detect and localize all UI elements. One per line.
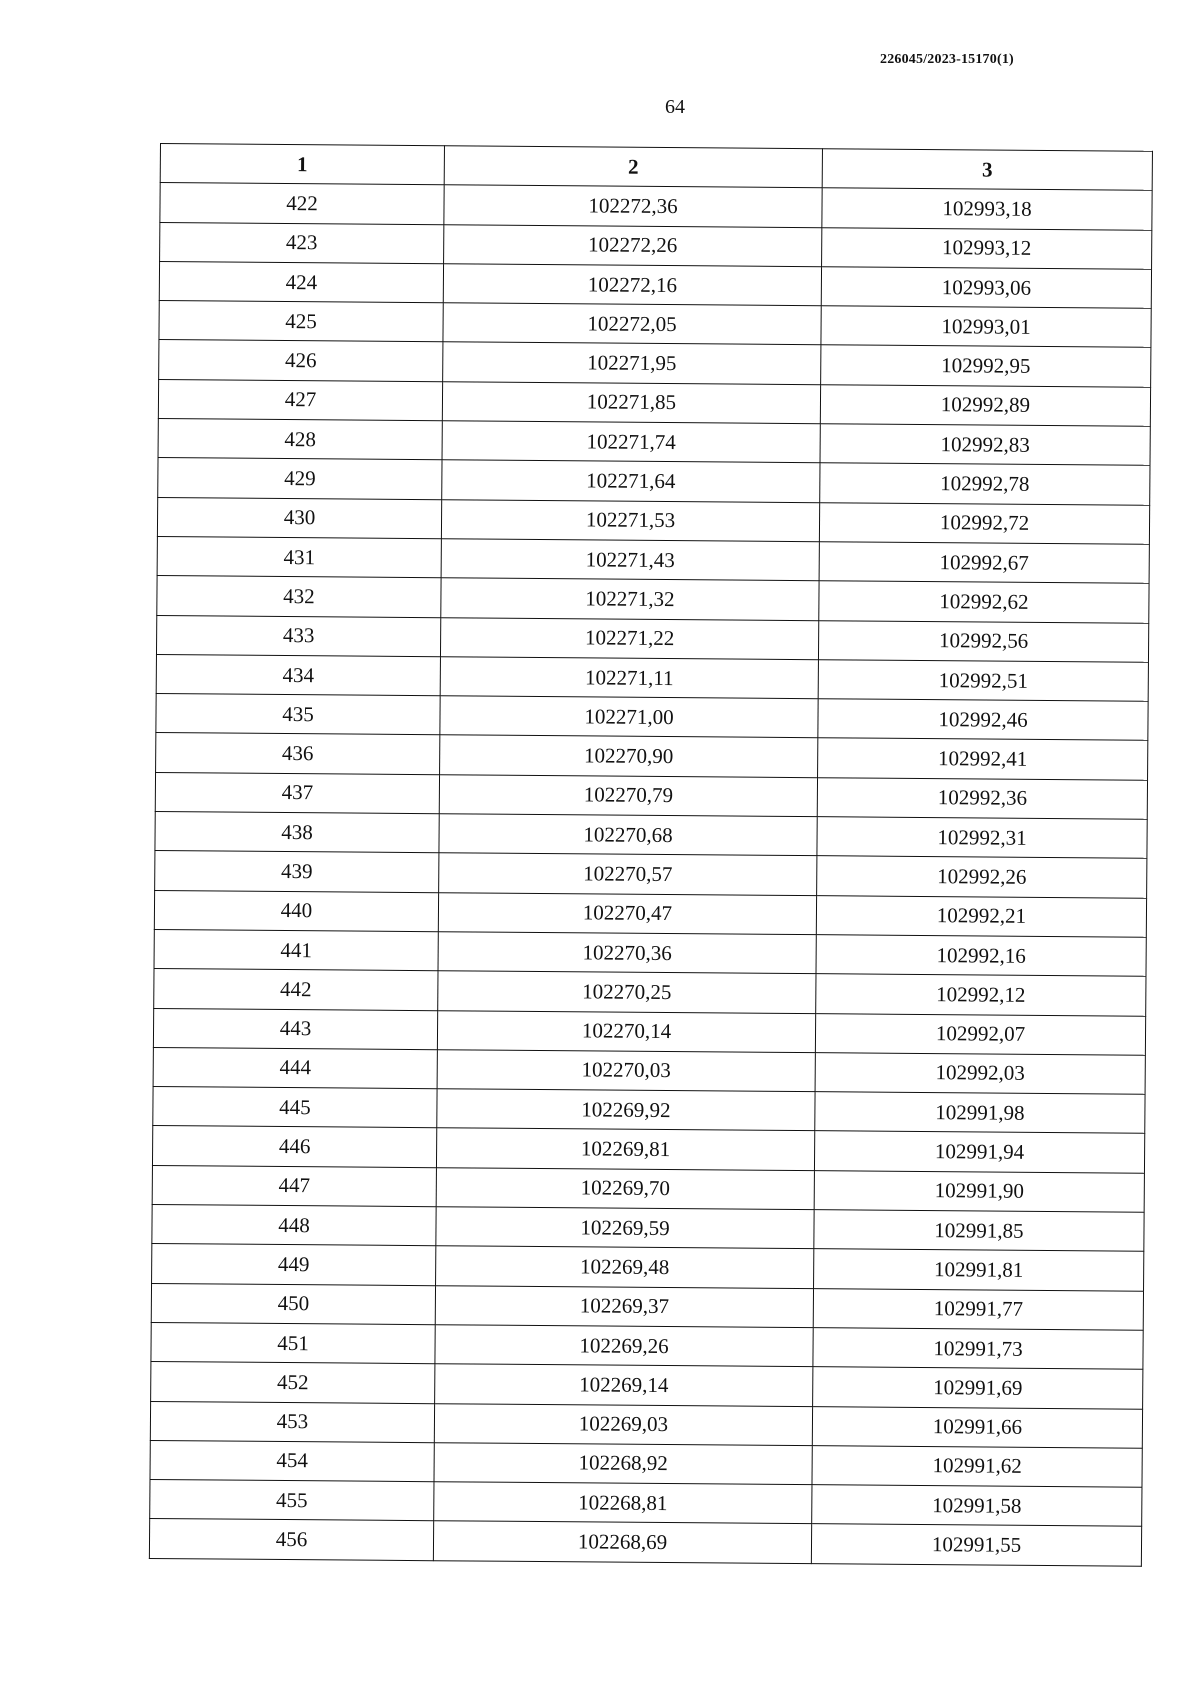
- table-row: [149, 1519, 1141, 1566]
- coordinate-y-cell: 102993,01: [821, 306, 1151, 348]
- point-number-cell: 449: [152, 1244, 436, 1286]
- column-header: 1: [160, 144, 444, 186]
- point-number-cell: 441: [154, 929, 438, 971]
- coordinate-y-cell: 102992,21: [816, 895, 1146, 937]
- point-number-cell: 450: [151, 1283, 435, 1325]
- point-number-cell: 424: [159, 261, 443, 303]
- point-number-cell: 448: [152, 1204, 436, 1246]
- coordinate-x-cell: 102271,00: [440, 696, 818, 738]
- coordinate-y-cell: 102992,78: [820, 463, 1150, 505]
- coordinate-x-cell: 102271,53: [441, 499, 819, 541]
- coordinate-x-cell: 102269,03: [434, 1403, 812, 1445]
- coordinate-y-cell: 102992,95: [821, 345, 1151, 387]
- point-number-cell: 440: [154, 890, 438, 932]
- coordinate-y-cell: 102992,46: [818, 699, 1148, 741]
- coordinate-x-cell: 102269,26: [435, 1325, 813, 1367]
- coordinate-y-cell: 102992,62: [819, 581, 1149, 623]
- coordinates-table-container: [149, 143, 1152, 1566]
- coordinate-x-cell: 102270,03: [437, 1050, 815, 1092]
- coordinate-x-cell: 102272,16: [443, 264, 821, 306]
- coordinate-x-cell: 102268,69: [433, 1521, 811, 1563]
- coordinate-x-cell: 102269,81: [436, 1128, 814, 1170]
- coordinate-x-cell: 102271,43: [441, 539, 819, 581]
- coordinate-x-cell: 102269,37: [435, 1285, 813, 1327]
- coordinate-x-cell: 102269,59: [436, 1207, 814, 1249]
- coordinate-y-cell: 102991,58: [812, 1485, 1142, 1527]
- point-number-cell: 439: [155, 851, 439, 893]
- coordinate-y-cell: 102992,89: [820, 384, 1150, 426]
- coordinate-y-cell: 102992,31: [817, 817, 1147, 859]
- coordinate-x-cell: 102270,47: [438, 892, 816, 934]
- coordinate-y-cell: 102992,72: [819, 502, 1149, 544]
- page-number: 64: [665, 96, 685, 118]
- table-body: [149, 183, 1152, 1566]
- coordinate-y-cell: 102992,51: [818, 660, 1148, 702]
- point-number-cell: 434: [156, 654, 440, 696]
- coordinate-y-cell: 102992,56: [818, 620, 1148, 662]
- point-number-cell: 446: [152, 1126, 436, 1168]
- point-number-cell: 437: [155, 772, 439, 814]
- point-number-cell: 427: [158, 379, 442, 421]
- coordinate-y-cell: 102991,73: [813, 1328, 1143, 1370]
- point-number-cell: 425: [159, 301, 443, 343]
- coordinate-x-cell: 102269,48: [436, 1246, 814, 1288]
- coordinate-x-cell: 102270,57: [439, 853, 817, 895]
- coordinate-x-cell: 102270,25: [438, 971, 816, 1013]
- coordinates-table: [149, 143, 1153, 1566]
- point-number-cell: 456: [149, 1519, 433, 1561]
- coordinate-x-cell: 102271,95: [443, 342, 821, 384]
- coordinate-y-cell: 102991,62: [812, 1445, 1142, 1487]
- coordinate-y-cell: 102991,94: [814, 1131, 1144, 1173]
- coordinate-y-cell: 102992,67: [819, 542, 1149, 584]
- document-id: 226045/2023-15170(1): [880, 52, 1014, 67]
- coordinate-y-cell: 102993,18: [822, 188, 1152, 230]
- point-number-cell: 438: [155, 812, 439, 854]
- coordinate-x-cell: 102272,26: [444, 224, 822, 266]
- coordinate-y-cell: 102992,12: [816, 974, 1146, 1016]
- coordinate-y-cell: 102992,03: [815, 1053, 1145, 1095]
- coordinate-x-cell: 102271,32: [441, 578, 819, 620]
- point-number-cell: 451: [151, 1322, 435, 1364]
- point-number-cell: 429: [158, 458, 442, 500]
- coordinate-x-cell: 102269,14: [435, 1364, 813, 1406]
- point-number-cell: 426: [159, 340, 443, 382]
- coordinate-y-cell: 102991,98: [815, 1092, 1145, 1134]
- coordinate-y-cell: 102991,81: [814, 1249, 1144, 1291]
- point-number-cell: 432: [157, 576, 441, 618]
- coordinate-y-cell: 102992,07: [815, 1013, 1145, 1055]
- coordinate-x-cell: 102270,79: [439, 774, 817, 816]
- coordinate-y-cell: 102992,16: [816, 935, 1146, 977]
- coordinate-y-cell: 102991,69: [813, 1367, 1143, 1409]
- coordinate-x-cell: 102269,70: [436, 1167, 814, 1209]
- coordinate-y-cell: 102991,55: [811, 1524, 1141, 1566]
- point-number-cell: 444: [153, 1047, 437, 1089]
- coordinate-x-cell: 102269,92: [437, 1089, 815, 1131]
- coordinate-y-cell: 102993,12: [822, 227, 1152, 269]
- coordinate-y-cell: 102992,26: [817, 856, 1147, 898]
- coordinate-y-cell: 102992,36: [817, 777, 1147, 819]
- coordinate-x-cell: 102271,85: [442, 382, 820, 424]
- coordinate-x-cell: 102271,74: [442, 421, 820, 463]
- coordinate-y-cell: 102991,77: [813, 1288, 1143, 1330]
- coordinate-x-cell: 102270,14: [437, 1010, 815, 1052]
- point-number-cell: 453: [150, 1401, 434, 1443]
- coordinate-y-cell: 102992,83: [820, 424, 1150, 466]
- point-number-cell: 433: [156, 615, 440, 657]
- coordinate-x-cell: 102271,22: [440, 617, 818, 659]
- coordinate-x-cell: 102268,81: [434, 1482, 812, 1524]
- coordinate-y-cell: 102991,66: [812, 1406, 1142, 1448]
- coordinate-y-cell: 102993,06: [821, 267, 1151, 309]
- point-number-cell: 422: [160, 183, 444, 225]
- point-number-cell: 445: [153, 1087, 437, 1129]
- coordinate-x-cell: 102268,92: [434, 1442, 812, 1484]
- point-number-cell: 447: [152, 1165, 436, 1207]
- point-number-cell: 431: [157, 536, 441, 578]
- point-number-cell: 423: [160, 222, 444, 264]
- point-number-cell: 435: [156, 694, 440, 736]
- coordinate-x-cell: 102270,68: [439, 814, 817, 856]
- point-number-cell: 442: [154, 969, 438, 1011]
- point-number-cell: 455: [150, 1480, 434, 1522]
- coordinate-x-cell: 102270,36: [438, 932, 816, 974]
- column-header: 2: [444, 146, 822, 188]
- coordinate-x-cell: 102270,90: [440, 735, 818, 777]
- point-number-cell: 428: [158, 419, 442, 461]
- point-number-cell: 443: [153, 1008, 437, 1050]
- coordinate-y-cell: 102991,85: [814, 1210, 1144, 1252]
- coordinate-x-cell: 102272,05: [443, 303, 821, 345]
- coordinate-x-cell: 102271,64: [442, 460, 820, 502]
- point-number-cell: 454: [150, 1440, 434, 1482]
- coordinate-x-cell: 102272,36: [444, 185, 822, 227]
- point-number-cell: 436: [156, 733, 440, 775]
- point-number-cell: 430: [157, 497, 441, 539]
- coordinate-y-cell: 102991,90: [814, 1170, 1144, 1212]
- coordinate-x-cell: 102271,11: [440, 657, 818, 699]
- coordinate-y-cell: 102992,41: [818, 738, 1148, 780]
- point-number-cell: 452: [151, 1362, 435, 1404]
- column-header: 3: [822, 149, 1152, 191]
